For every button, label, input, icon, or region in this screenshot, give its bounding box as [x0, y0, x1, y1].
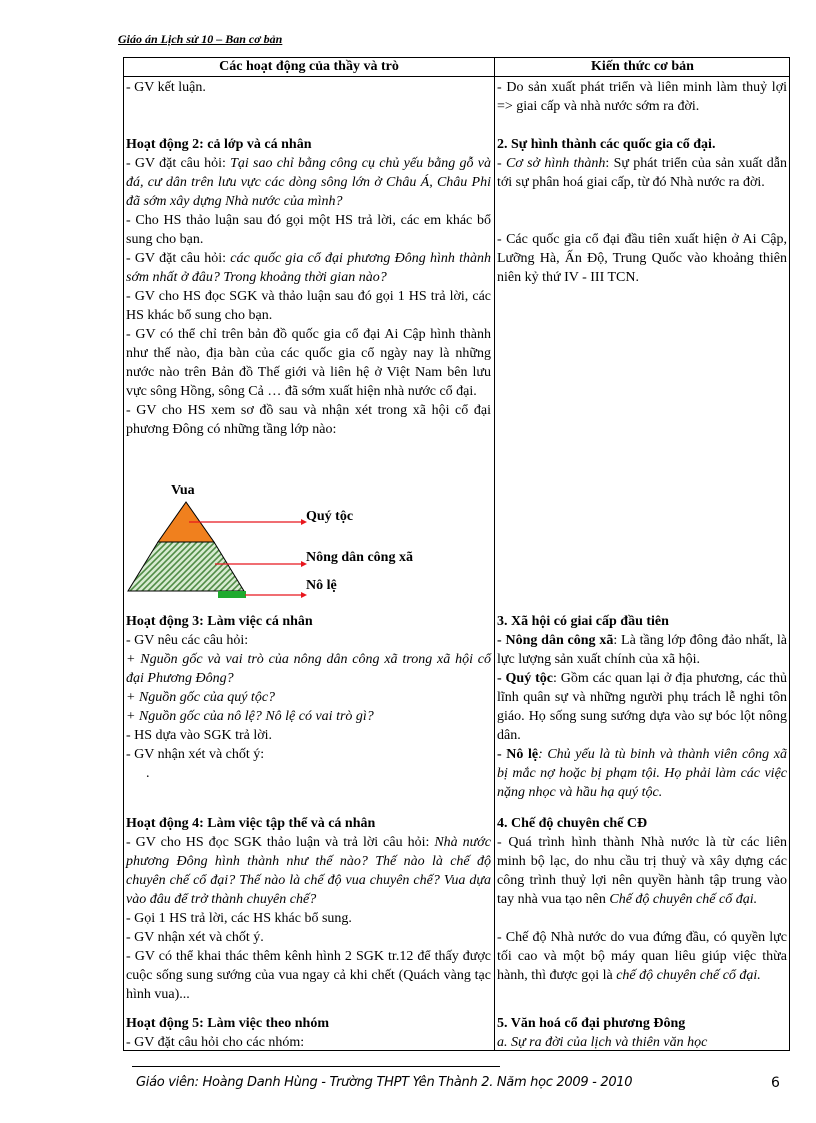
- section-3-nobles-label: - Quý tộc: [497, 671, 553, 686]
- pyramid-tier-farmers: [128, 542, 244, 591]
- activity-5-title: Hoạt động 5: Làm việc theo nhóm: [126, 1016, 329, 1031]
- activity-3-title: Hoạt động 3: Làm việc cá nhân: [126, 614, 313, 629]
- label-farmers: Nông dân công xã: [306, 550, 413, 565]
- activity-4-step-4: - GV có thể khai thác thêm kênh hình 2 SGK tr.12 để thấy được cuộc sống sung sướng của vua ngay cả khi chết (Quách vàng tạc hình vua)...: [126, 949, 491, 1002]
- activity-3-question-1: + Nguồn gốc và vai trò của nông dân công xã trong xã hội cổ đại Phương Đông?: [126, 652, 491, 686]
- activity-2-title: Hoạt động 2: cả lớp và cá nhân: [126, 137, 312, 152]
- footer-separator: [132, 1066, 500, 1067]
- section-2-basis-label: Cơ sở hình thành: [505, 156, 606, 171]
- activity-3-step-1: - GV nêu các câu hỏi:: [126, 633, 249, 648]
- activity-3-step-3: - GV nhận xét và chốt ý:: [126, 747, 265, 762]
- section-4-title: 4. Chế độ chuyên chế CĐ: [497, 816, 648, 831]
- section-5-subtitle: a. Sự ra đời của lịch và thiên văn học: [497, 1035, 708, 1050]
- header-row-divider: [124, 76, 789, 77]
- activity-2-question-2-prefix: - GV đặt câu hỏi:: [126, 251, 231, 266]
- pyramid-tier-slaves: [218, 591, 246, 598]
- activity-3-question-2: + Nguồn gốc của quý tộc?: [126, 690, 276, 705]
- left-column-header: Các hoạt động của thầy và trò: [219, 59, 399, 74]
- section-5-title: 5. Văn hoá cổ đại phương Đông: [497, 1016, 686, 1031]
- section-3-farmers-text: : Là tầng lớp đông đảo nhất, là lực lượng sản xuất chính của xã hội.: [497, 633, 787, 667]
- activity-4: [126, 814, 491, 1004]
- section-3-title: 3. Xã hội có giai cấp đầu tiên: [497, 614, 669, 629]
- section-3: [497, 612, 787, 802]
- document-header: Giáo án Lịch sử 10 – Ban cơ bản: [118, 32, 283, 46]
- section-2-first-states: - Các quốc gia cổ đại đầu tiên xuất hiện ở Ai Cập, Lưỡng Hà, Ấn Độ, Trung Quốc vào khoảng thiên niên kỷ thứ IV - III TCN.: [497, 232, 787, 285]
- section-2-dash: -: [497, 156, 506, 171]
- activity-4-step-3: - GV nhận xét và chốt ý.: [126, 930, 264, 945]
- activity-2-step-3: - GV cho HS đọc SGK và thảo luận sau đó gọi 1 HS trả lời, các HS khác bổ sung cho bạn.: [126, 289, 491, 323]
- right-column-header: Kiến thức cơ bản: [591, 59, 694, 74]
- section-2: [497, 135, 787, 287]
- section-4-definition-term: chế độ chuyên chế cổ đại.: [616, 968, 761, 983]
- activity-2: [126, 135, 491, 439]
- label-nobles: Quý tộc: [306, 509, 354, 524]
- activity-2-question-prefix: - GV đặt câu hỏi:: [126, 156, 231, 171]
- activity-3-step-2: - HS dựa vào SGK trả lời.: [126, 728, 273, 743]
- activity-2-step-2: - Cho HS thảo luận sau đó gọi một HS trả lời, các em khác bổ sung cho bạn.: [126, 213, 491, 247]
- section-3-nobles-text: : Gồm các quan lại ở địa phương, các thủ lĩnh quân sự và những người phụ trách lễ nghi tôn giáo. Họ sống sung sướng dựa vào sự bóc lột nông dân.: [497, 671, 787, 743]
- activity-4-step-2: - Gọi 1 HS trả lời, các HS khác bổ sung.: [126, 911, 352, 926]
- page-number: 6: [771, 1075, 780, 1091]
- teacher-conclusion: - GV kết luận.: [126, 80, 206, 95]
- section-2-title: 2. Sự hình thành các quốc gia cổ đại.: [497, 137, 716, 152]
- section-5: [497, 1014, 787, 1052]
- label-slaves: Nô lệ: [306, 578, 337, 593]
- activity-2-step-4: - GV có thể chỉ trên bản đồ quốc gia cổ đại Ai Cập hình thành như thế nào, địa bàn của các quốc gia cổ ngày nay là những nước nào trên Bản đồ Thế giới và liên hệ ở Việt Nam bên lưu vực sông Hồng, sông Cả … đã sớm xuất hiện nhà nước cổ đại.: [126, 327, 491, 399]
- activity-4-step-1-prefix: - GV cho HS đọc SGK thảo luận và trả lời câu hỏi:: [126, 835, 435, 850]
- activity-5-step-1: - GV đặt câu hỏi cho các nhóm:: [126, 1035, 305, 1050]
- section-4: [497, 814, 787, 985]
- activity-5: [126, 1014, 491, 1052]
- social-pyramid-diagram: [123, 478, 463, 600]
- activity-3-question-3: + Nguồn gốc của nô lệ? Nô lệ có vai trò gì?: [126, 709, 374, 724]
- activity-2-question: Tại sao chỉ bằng công cụ chủ yếu bằng gỗ và đá, cư dân trên lưu vực các dòng sông lớn ở Châu Á, Châu Phi đã sớm xây dựng Nhà nước của mình?: [126, 156, 491, 209]
- activity-3: [126, 612, 491, 783]
- column-divider: [494, 58, 495, 1050]
- activity-2-question-2: các quốc gia cổ đại phương Đông hình thành sớm nhất ở đâu? Trong khoảng thời gian nào?: [126, 251, 491, 285]
- section-4-formation: - Quá trình hình thành Nhà nước là từ các liên minh bộ lạc, do nhu cầu trị thuỷ và xây dựng các công trình thuỷ lợi nên quyền hành tập trung vào tay nhà vua tạo nên: [497, 835, 787, 907]
- section-4-definition: - Chế độ Nhà nước do vua đứng đầu, có quyền lực tối cao và một bộ máy quan liêu giúp việc thừa hành, thì được gọi là: [497, 930, 787, 983]
- right-section-1-note: - Do sản xuất phát triển và liên minh làm thuỷ lợi => giai cấp và nhà nước sớm ra đời.: [497, 80, 787, 114]
- section-4-formation-term: Chế độ chuyên chế cổ đại.: [609, 892, 758, 907]
- activity-3-dot: .: [146, 766, 150, 781]
- activity-4-title: Hoạt động 4: Làm việc tập thể và cá nhân: [126, 816, 376, 831]
- activity-2-step-5: - GV cho HS xem sơ đồ sau và nhận xét trong xã hội cổ đại phương Đông có những tầng lớp nào:: [126, 403, 491, 437]
- footer-text: Giáo viên: Hoàng Danh Hùng - Trường THPT Yên Thành 2. Năm học 2009 - 2010: [136, 1075, 633, 1090]
- activity-4-question: Nhà nước phương Đông hình thành như thế nào? Thế nào là chế độ chuyên chế cổ đại? Thế nào là chế độ vua chuyên chế? Vua dựa vào đâu để trở thành chuyên chế?: [126, 835, 491, 907]
- section-3-slaves-text: : Chủ yếu là tù binh và thành viên công xã bị mắc nợ hoặc bị phạm tội. Họ phải làm các việc nặng nhọc và hầu hạ quý tộc.: [497, 747, 787, 800]
- pyramid-top-label: Vua: [171, 483, 195, 498]
- section-3-slaves-label: - Nô lệ: [497, 747, 539, 762]
- section-2-basis-text: : Sự phát triển của sản xuất dẫn tới sự phân hoá giai cấp, từ đó Nhà nước ra đời.: [497, 156, 787, 190]
- section-3-farmers-label: - Nông dân công xã: [497, 633, 614, 648]
